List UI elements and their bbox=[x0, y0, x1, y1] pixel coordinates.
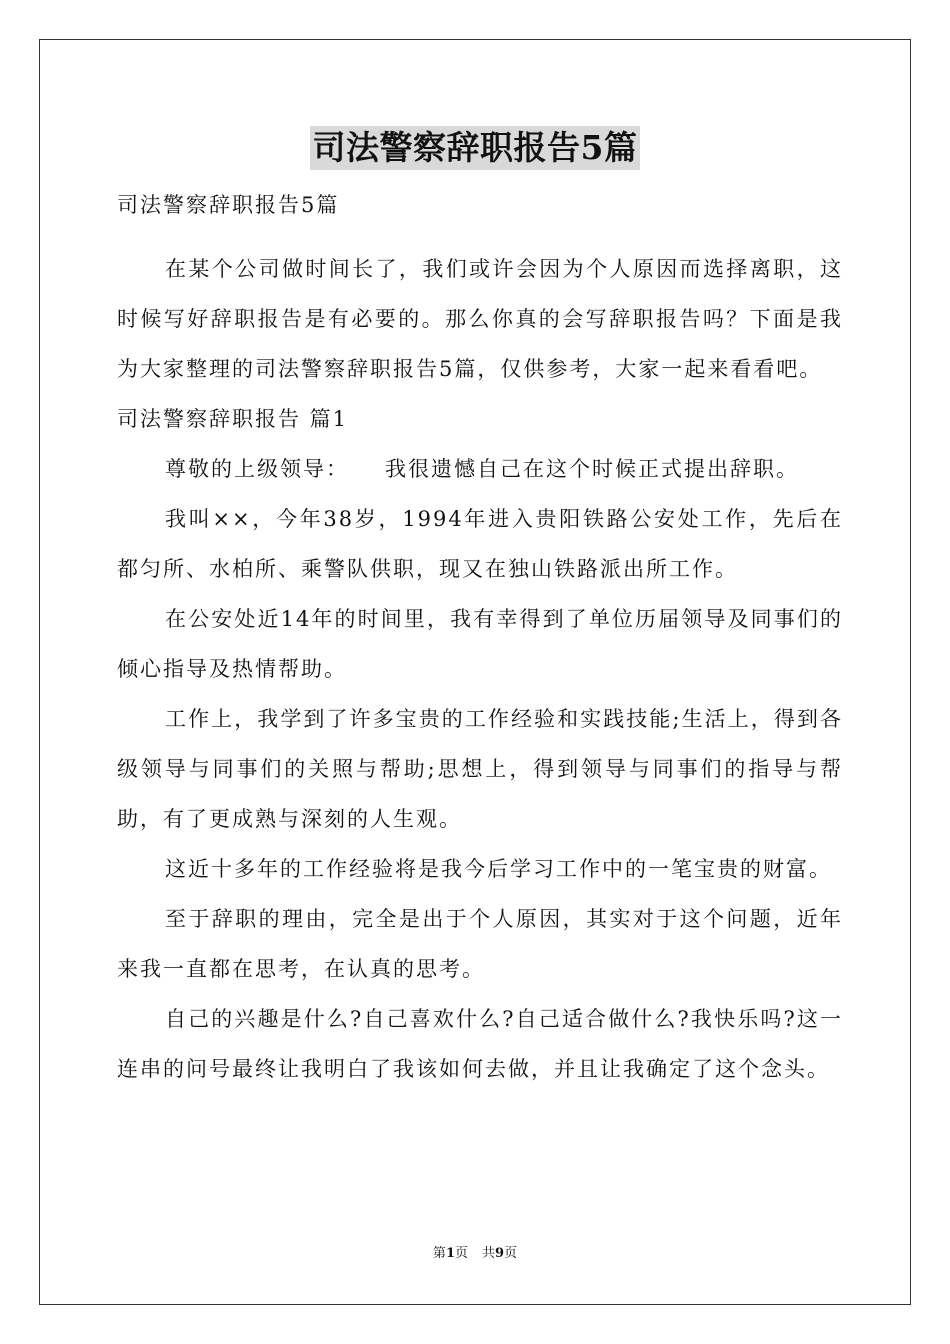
intro-paragraph: 在某个公司做时间长了，我们或许会因为个人原因而选择离职，这时候写好辞职报告是有必要的。那么你真的会写辞职报告吗？下面是我为大家整理的司法警察辞职报告5篇，仅供参考，大家一起来看看吧。 bbox=[117, 257, 843, 381]
salutation-rest: 我很遗憾自己在这个时候正式提出辞职。 bbox=[385, 457, 799, 481]
total-suffix: 页 bbox=[504, 1246, 518, 1261]
title-container bbox=[0, 126, 950, 170]
total-prefix: 共 bbox=[482, 1246, 496, 1261]
section-heading: 司法警察辞职报告 篇1 bbox=[117, 407, 349, 431]
salutation: 尊敬的上级领导： bbox=[165, 457, 349, 481]
document-body bbox=[117, 180, 843, 1094]
salutation-line bbox=[117, 444, 843, 494]
body-paragraph: 我叫××，今年38岁，1994年进入贵阳铁路公安处工作，先后在都匀所、水柏所、乘警队供职，现又在独山铁路派出所工作。 bbox=[117, 507, 843, 581]
body-paragraph: 至于辞职的理由，完全是出于个人原因，其实对于这个问题，近年来我一直都在思考，在认真的思考。 bbox=[117, 907, 843, 981]
page-total: 9 bbox=[495, 1246, 505, 1261]
body-paragraph: 在公安处近14年的时间里，我有幸得到了单位历届领导及同事们的倾心指导及热情帮助。 bbox=[117, 607, 843, 681]
body-paragraph: 这近十多年的工作经验将是我今后学习工作中的一笔宝贵的财富。 bbox=[165, 857, 832, 881]
document-subtitle: 司法警察辞职报告5篇 bbox=[117, 193, 340, 217]
page-prefix: 第 bbox=[432, 1246, 446, 1261]
page-footer bbox=[0, 1245, 950, 1263]
body-paragraph: 自己的兴趣是什么?自己喜欢什么?自己适合做什么?我快乐吗?这一连串的问号最终让我明白了我该如何去做，并且让我确定了这个念头。 bbox=[117, 1007, 843, 1081]
body-paragraph: 工作上，我学到了许多宝贵的工作经验和实践技能;生活上，得到各级领导与同事们的关照与帮助;思想上，得到领导与同事们的指导与帮助，有了更成熟与深刻的人生观。 bbox=[117, 707, 843, 831]
page-suffix: 页 bbox=[454, 1246, 468, 1261]
document-title: 司法警察辞职报告5篇 bbox=[310, 126, 641, 170]
page-current: 1 bbox=[445, 1246, 455, 1261]
